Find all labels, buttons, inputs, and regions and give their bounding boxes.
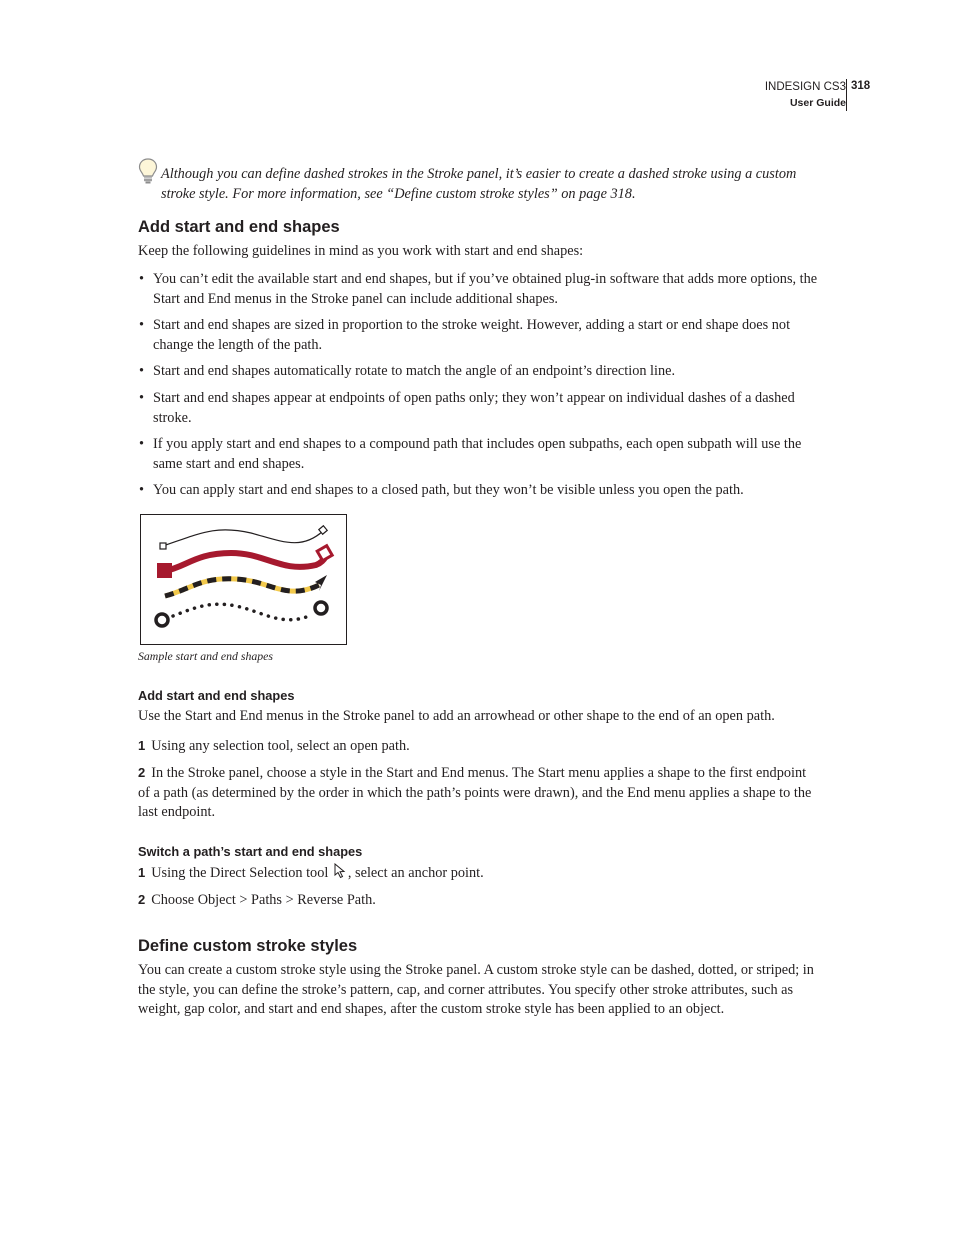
red-stroke-path — [165, 553, 326, 571]
step-item — [138, 736, 818, 757]
start-end-shapes-figure — [140, 514, 347, 645]
figure-caption: Sample start and end shapes — [138, 649, 274, 663]
step-text: Using any selection tool, select an open path. — [151, 738, 410, 754]
subsection-heading-switch-shapes: Switch a path’s start and end shapes — [138, 844, 363, 859]
list-item-text: Start and end shapes automatically rotate to match the angle of an endpoint’s direction line. — [153, 363, 676, 380]
header-product: INDESIGN CS3 — [764, 81, 846, 93]
lightbulb-icon — [138, 157, 158, 185]
step-text: Using the Direct Selection tool — [151, 865, 329, 881]
step-text-after: , select an anchor point. — [347, 865, 484, 881]
dotted-stroke-path — [173, 604, 309, 620]
list-item-text: If you apply start and end shapes to a compound path that includes open subpaths, each open subpath will use the same start and end shapes. — [153, 436, 802, 472]
circle-start-shape — [156, 614, 168, 626]
step-text: Choose Object > Paths > Reverse Path. — [151, 892, 376, 908]
section-heading-add-start-end-shapes: Add start and end shapes — [138, 218, 340, 236]
subsection-intro: Use the Start and End menus in the Stroke panel to add an arrowhead or other shape to the end of an open path. — [138, 708, 775, 724]
list-item: • You can’t edit the available start and end shapes, but if you’ve obtained plug-in software that adds more options, the Start and End menus in the Stroke panel can include additional shapes. — [139, 271, 818, 307]
list-item: • Start and end shapes appear at endpoints of open paths only; they won’t appear on individual dashes of a dashed stroke. — [139, 389, 795, 426]
circle-end-shape — [315, 602, 327, 614]
list-item-text: Start and end shapes are sized in proportion to the stroke weight. However, adding a start or end shape does not change the length of the path. — [153, 317, 791, 353]
page-number: 318 — [851, 80, 871, 92]
red-hollow-square-end-shape — [317, 546, 332, 561]
list-item-text: You can apply start and end shapes to a closed path, but they won’t be visible unless you open the path. — [153, 482, 744, 499]
list-item: • Start and end shapes are sized in proportion to the stroke weight. However, adding a start or end shape does not change the length of the path. — [139, 317, 791, 353]
running-header — [765, 79, 846, 111]
tip-text: Although you can define dashed strokes in the Stroke panel, it’s easier to create a dashed stroke using a custom stroke style. For more information, see “Define custom stroke styles” on page 318. — [161, 166, 797, 203]
section-heading-define-custom-stroke-styles: Define custom stroke styles — [138, 937, 358, 955]
list-item-text: You can’t edit the available start and end shapes, but if you’ve obtained plug-in software that adds more options, the Start and End menus in the Stroke panel can include additional shapes. — [153, 271, 818, 307]
header-divider — [846, 79, 847, 111]
sample-shapes-illustration — [141, 515, 346, 644]
section-intro: Keep the following guidelines in mind as you work with start and end shapes: — [138, 243, 584, 259]
list-item: • If you apply start and end shapes to a compound path that includes open subpaths, each open subpath will use the same start and end shapes. — [139, 436, 802, 472]
step-text: In the Stroke panel, choose a style in the Start and End menus. The Start menu applies a shape to the first endpoint of a path (as determined by the order in which the path’s points were drawn), and the End menu applies a shape to the last endpoint. — [138, 765, 812, 821]
step-item — [138, 763, 818, 823]
subsection-heading-add-shapes: Add start and end shapes — [138, 688, 295, 703]
step-number: 1 — [138, 865, 146, 880]
direct-selection-cursor-icon — [334, 863, 346, 879]
step-item — [138, 863, 818, 884]
step-item — [138, 890, 818, 911]
step-number: 2 — [138, 892, 146, 907]
list-item: • You can apply start and end shapes to a closed path, but they won’t be visible unless you open the path. — [139, 482, 744, 499]
step-number: 2 — [138, 765, 146, 780]
square-start-shape — [160, 543, 166, 549]
guidelines-list — [138, 270, 818, 508]
thin-stroke-path — [163, 530, 323, 546]
section-body: You can create a custom stroke style using the Stroke panel. A custom stroke style can be dashed, dotted, or striped; in the style, you can define the stroke’s pattern, cap, and corner attributes. You specify other stroke attributes, such as weight, gap color, and start and end shapes, after the custom stroke style has been applied to an object. — [138, 962, 814, 1018]
step-number: 1 — [138, 738, 146, 753]
header-guide: User Guide — [789, 97, 846, 109]
list-item: • Start and end shapes automatically rotate to match the angle of an endpoint’s direction line. — [139, 363, 676, 380]
list-item-text: Start and end shapes appear at endpoints of open paths only; they won’t appear on individual dashes of a dashed stroke. — [153, 389, 795, 426]
red-square-start-shape — [157, 563, 172, 578]
